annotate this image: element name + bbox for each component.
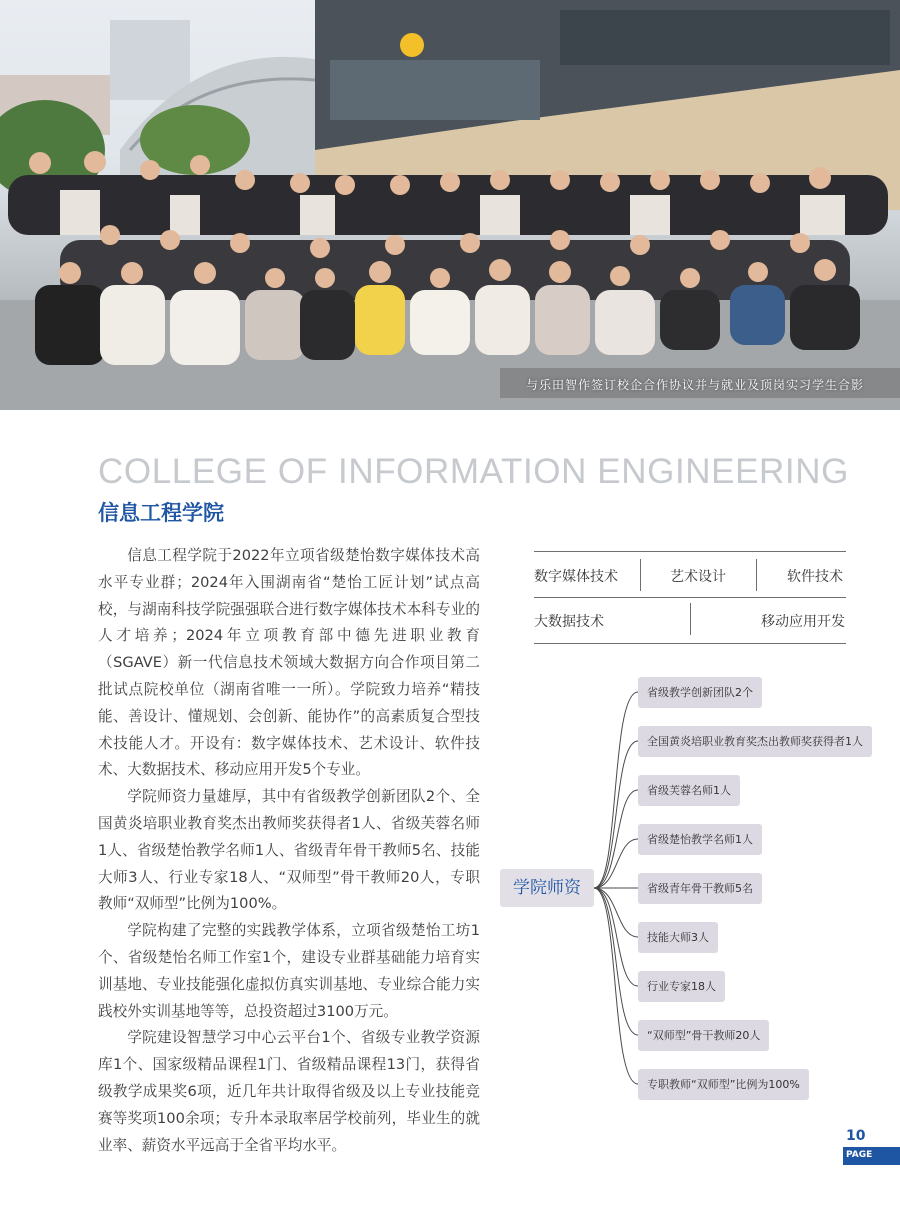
major-art-design: 艺术设计 [670,569,726,585]
faculty-mindmap [490,670,900,1110]
paragraph-practice: 学院构建了完整的实践教学体系，立项省级楚怡工坊1个、省级楚怡名师工作室1个，建设专业群基础能力培育实训基地、专业技能强化虚拟仿真实训基地、专业综合能力实践校外实训基地等等，总投资超过3100万元。 [98,922,480,1020]
group-photo [0,0,900,410]
mindmap-node: 专职教师“双师型”比例为100% [638,1069,809,1100]
page-label: PAGE [843,1147,900,1165]
mindmap-node: 省级青年骨干教师5名 [638,873,762,904]
photo-caption: 与乐田智作签订校企合作协议并与就业及顶岗实习学生合影 [525,378,864,392]
mindmap-node: 省级教学创新团队2个 [638,677,762,708]
group-photo-illustration [0,0,900,410]
mindmap-center-node: 学院师资 [500,869,594,907]
majors-table [534,551,846,644]
paragraph-overview: 信息工程学院于2022年立项省级楚怡数字媒体技术高水平专业群；2024年入围湖南省“楚怡工匠计划”试点高校，与湖南科技学院强强联合进行数字媒体技术本科专业的人才培养；2024年立项教育部中德先进职业教育（SGAVE）新一代信息技术领域大数据方向合作项目第二批试点院校单位（湖南省唯一一所）。学院致力培养“精技能、善设计、懂规划、会创新、能协作”的高素质复合型技术技能人才。开设有：数字媒体技术、艺术设计、软件技术、大数据技术、移动应用开发5个专业。 [98,547,480,779]
college-title-chinese: 信息工程学院 [98,501,224,525]
majors-table-middle-rule [534,597,846,598]
major-mobile-dev: 移动应用开发 [761,614,845,630]
paragraph-achievements: 学院建设智慧学习中心云平台1个、省级专业教学资源库1个、国家级精品课程1门、省级精品课程13门，获得省级教学成果奖6项，近几年共计取得省级及以上专业技能竞赛等奖项100余项；专升本录取率居学校前列，毕业生的就业率、薪资水平远高于全省平均水平。 [98,1029,480,1154]
mindmap-node: 技能大师3人 [638,922,718,953]
page-number: 10 [846,1128,866,1144]
college-title-english: COLLEGE OF INFORMATION ENGINEERING [98,452,849,491]
mindmap-node: 省级楚怡教学名师1人 [638,824,762,855]
paragraph-faculty: 学院师资力量雄厚，其中有省级教学创新团队2个、全国黄炎培职业教育奖杰出教师奖获得者1人、省级芙蓉名师1人、省级楚怡教学名师1人、省级青年骨干教师5名、技能大师3人、行业专家18人、“双师型”骨干教师20人，专职教师“双师型”比例为100%。 [98,788,480,913]
majors-table-bottom-rule [534,643,846,644]
majors-divider [756,559,757,591]
majors-divider [690,603,691,635]
college-description [98,543,480,1159]
major-software: 软件技术 [787,569,843,585]
major-digital-media: 数字媒体技术 [534,569,618,585]
majors-divider [640,559,641,591]
mindmap-node: 行业专家18人 [638,971,725,1002]
major-big-data: 大数据技术 [534,614,604,630]
mindmap-node: 全国黄炎培职业教育奖杰出教师奖获得者1人 [638,726,872,757]
majors-table-top-rule [534,551,846,552]
mindmap-node: “双师型”骨干教师20人 [638,1020,769,1051]
mindmap-node: 省级芙蓉名师1人 [638,775,740,806]
